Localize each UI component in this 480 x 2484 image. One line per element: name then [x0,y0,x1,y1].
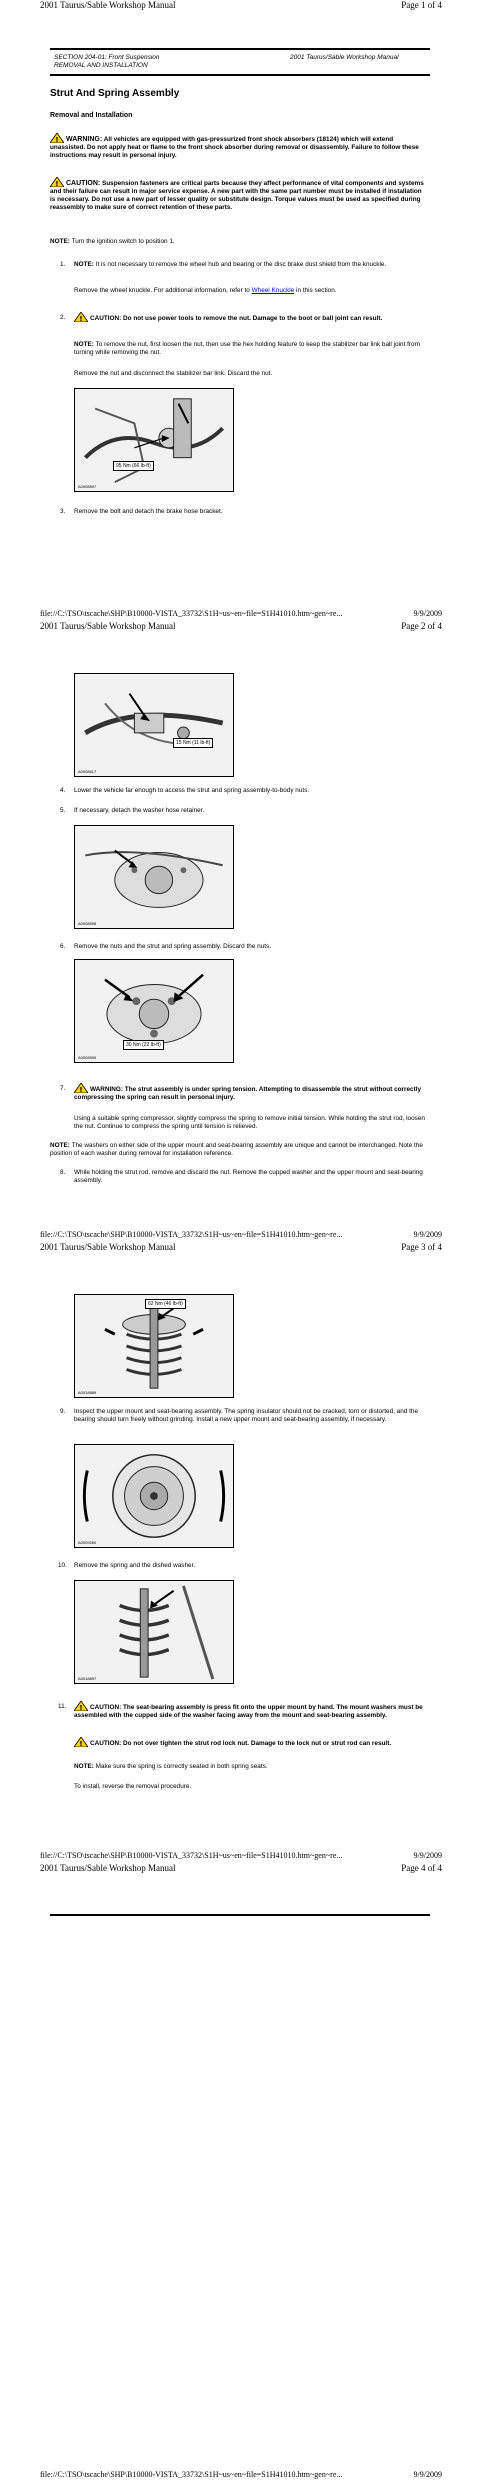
section-name: SECTION 204-01: Front Suspension [54,54,160,61]
washer-hose-retainer-illustration [75,826,233,928]
step-5-text: If necessary, detach the washer hose retainer. [74,807,205,814]
header-title: 2001 Taurus/Sable Workshop Manual [40,1863,176,1873]
footer-path: file://C:\TSO\tscache\SHP\B10000-VISTA_33732\S1H~us~en~file=S1H41010.htm~gen~re... [40,609,343,618]
svg-text:!: ! [79,315,83,322]
svg-text:!: ! [55,136,59,143]
svg-text:!: ! [55,180,59,187]
page-footer [0,2470,480,2482]
caution-label: CAUTION: [90,1704,122,1711]
page-4 [0,1863,480,2484]
step-11-caution [74,1701,430,1720]
torque-label: 30 Nm (22 lb-ft) [123,1040,164,1050]
section-divider-end [50,1914,430,1916]
page-title: Strut And Spring Assembly [50,88,180,99]
warning-text: The strut assembly is under spring tension. Attempting to disassemble the strut without correctly compressing the spring can result in personal injury. [74,1086,422,1101]
torque-label: 62 Nm (46 lb-ft) [145,1299,186,1309]
step-10-text: Remove the spring and the dished washer. [74,1562,196,1569]
caution-icon [74,1701,88,1711]
step-11-caution-locknut [74,1737,430,1748]
caution-text: Do not use power tools to remove the nut. Damage to the boot or ball joint can result. [123,315,383,322]
caution-label: CAUTION: [90,1740,122,1747]
step-1-note [74,261,430,269]
footer-path: file://C:\TSO\tscache\SHP\B10000-VISTA_33732\S1H~us~en~file=S1H41010.htm~gen~re... [40,1230,343,1239]
caution-label: CAUTION: [90,315,122,322]
spring-compressor-illustration [75,1295,233,1397]
step-2-note [74,341,430,357]
note-text: Make sure the spring is correctly seated in both spring seats. [95,1763,268,1770]
figure-brake-hose-bracket [74,673,234,777]
step-2-text: Remove the nut and disconnect the stabilizer bar link. Discard the nut. [74,370,273,377]
caution-icon [74,1737,88,1747]
figure-washer-hose-retainer [74,825,234,929]
figure-id: A0018897 [78,1676,97,1681]
step-number-5: 5. [60,807,66,814]
page-header [0,1863,480,1877]
step-number-4: 4. [60,787,66,794]
figure-id: A0008597 [78,484,97,489]
step-number-7: 7. [60,1085,66,1092]
step-number-11: 11. [58,1703,67,1710]
step-6-text: Remove the nuts and the strut and spring assembly. Discard the nuts. [74,943,272,950]
stabilizer-link-illustration [75,389,233,491]
section-info [54,54,160,70]
step-8-text: While holding the strut rod, remove and discard the nut. Remove the cupped washer and the upper mount and seat-bearing assembly. [74,1169,423,1184]
svg-text:!: ! [79,1704,83,1711]
svg-text:!: ! [79,1086,83,1093]
page-header [0,621,480,635]
brake-hose-bracket-illustration [75,674,233,776]
warning-icon [74,1083,88,1093]
page-header [0,0,480,14]
header-page-number: Page 3 of 4 [401,1242,442,1252]
footer-path: file://C:\TSO\tscache\SHP\B10000-VISTA_33732\S1H~us~en~file=S1H41010.htm~gen~re... [40,2470,343,2479]
step-number-6: 6. [60,943,66,950]
caution-icon [50,177,64,187]
figure-id: A0008617 [78,769,97,774]
figure-spring-compressor [74,1294,234,1398]
step-number-10: 10. [58,1562,67,1569]
step-11-text: To install, reverse the removal procedure. [74,1783,192,1790]
step-3-text: Remove the bolt and detach the brake hose bracket. [74,508,223,515]
footer-path: file://C:\TSO\tscache\SHP\B10000-VISTA_33732\S1H~us~en~file=S1H41010.htm~gen~re... [40,1851,343,1860]
note-text: It is not necessary to remove the wheel hub and bearing or the disc brake dust shield from the knuckle. [95,261,387,268]
note-label: NOTE: [74,1763,94,1770]
caution-block [50,177,428,212]
warning-label: WARNING: [66,136,103,143]
section-manual: 2001 Taurus/Sable Workshop Manual [290,54,399,61]
section-heading: Removal and Installation [50,112,133,119]
step-number-3: 3. [60,508,66,515]
page-1 [0,0,480,621]
header-page-number: Page 1 of 4 [401,0,442,10]
page-footer [0,1851,480,1863]
warning-icon [50,133,64,143]
warning-block [50,133,428,160]
header-title: 2001 Taurus/Sable Workshop Manual [40,621,176,631]
figure-id: A0008598 [78,921,97,926]
torque-label: 15 Nm (11 lb-ft) [173,738,213,748]
step-7-text: Using a suitable spring compressor, slightly compress the spring to remove initial tension. While holding the strut rod, loosen the nut. Continue to compress the spring until tension is relieved. [74,1115,425,1130]
step-text: Remove the wheel knuckle. For additional information, refer to [74,287,252,294]
footer-date: 9/9/2009 [413,1230,442,1239]
section-divider-bottom [50,74,430,76]
warning-label: WARNING: [90,1086,124,1093]
step-7-warning [74,1083,430,1102]
header-page-number: Page 2 of 4 [401,621,442,631]
figure-id: A0009260 [78,1540,97,1545]
step-number-8: 8. [60,1169,66,1176]
note-washers [50,1142,430,1158]
warning-text: All vehicles are equipped with gas-pressurized front shock absorbers (18124) which will extend unassisted. Do not apply heat or flame to the front shock absorber during removal or disassembly. Failure to follow these instructions may result in personal injury. [50,136,419,159]
footer-date: 9/9/2009 [413,1851,442,1860]
step-text: in this section. [294,287,337,294]
note-label: NOTE: [50,1142,70,1149]
upper-mount-illustration [75,1445,233,1547]
step-number-1: 1. [60,261,66,268]
note-text: To remove the nut, first loosen the nut, then use the hex holding feature to keep the stabilizer bar link ball joint from turning while removing the nut. [74,341,420,356]
torque-label: 95 Nm (66 lb-ft) [113,461,154,471]
page-footer [0,609,480,621]
figure-id: A0018889 [78,1390,97,1395]
footer-date: 9/9/2009 [413,2470,442,2479]
step-number-9: 9. [60,1408,66,1415]
header-page-number: Page 4 of 4 [401,1863,442,1873]
caution-text: Suspension fasteners are critical parts because they affect performance of vital components and systems and their failure can result in major service expense. A new part with the same part number must be installed if installation is necessary. Do not use a new part of lesser quality or substitute design. Torque values must be used as specified during reassembly to make sure of correct retention of these parts. [50,180,424,211]
wheel-knuckle-link[interactable]: Wheel Knuckle [251,287,295,294]
section-divider-top [50,48,430,50]
note-label: NOTE: [74,341,94,348]
note-label: NOTE: [74,261,94,268]
footer-date: 9/9/2009 [413,609,442,618]
caution-icon [74,312,88,322]
figure-id: A0008599 [78,1055,97,1060]
caution-label: CAUTION: [66,180,101,187]
caution-text: The seat-bearing assembly is press fit onto the upper mount by hand. The mount washers must be assembled with the cupped side of the washer facing away from the mount and seat-bearing assembly. [74,1704,423,1719]
note-text: The washers on either side of the upper mount and seat-bearing assembly are unique and cannot be interchanged. Note the position of each washer during removal for installation reference. [50,1142,423,1157]
svg-text:!: ! [79,1740,83,1747]
page-header [0,1242,480,1256]
spring-removal-illustration [75,1581,233,1683]
header-title: 2001 Taurus/Sable Workshop Manual [40,1242,176,1252]
figure-strut-nuts [74,959,234,1063]
page-3 [0,1242,480,1863]
note-ignition [50,238,428,246]
section-subtitle: REMOVAL AND INSTALLATION [54,62,148,69]
page-2 [0,621,480,1242]
step-11-note [74,1763,430,1771]
page-footer [0,1230,480,1242]
step-2-caution [74,312,430,323]
figure-spring-removal [74,1580,234,1684]
step-4-text: Lower the vehicle far enough to access the strut and spring assembly-to-body nuts. [74,787,310,794]
step-number-2: 2. [60,314,66,321]
figure-upper-mount [74,1444,234,1548]
header-title: 2001 Taurus/Sable Workshop Manual [40,0,176,10]
note-text: Turn the ignition switch to position 1. [71,238,175,245]
figure-stabilizer-link [74,388,234,492]
step-9-text: Inspect the upper mount and seat-bearing assembly. The spring insulator should not be cracked, torn or distorted, and the bearing should turn freely without grinding. Install a new upper mount and seat-bearing assembly, if necessary. [74,1408,418,1423]
caution-text: Do not over tighten the strut rod lock nut. Damage to the lock nut or strut rod can result. [123,1740,392,1747]
note-label: NOTE: [50,238,70,245]
step-1-text [74,287,430,295]
